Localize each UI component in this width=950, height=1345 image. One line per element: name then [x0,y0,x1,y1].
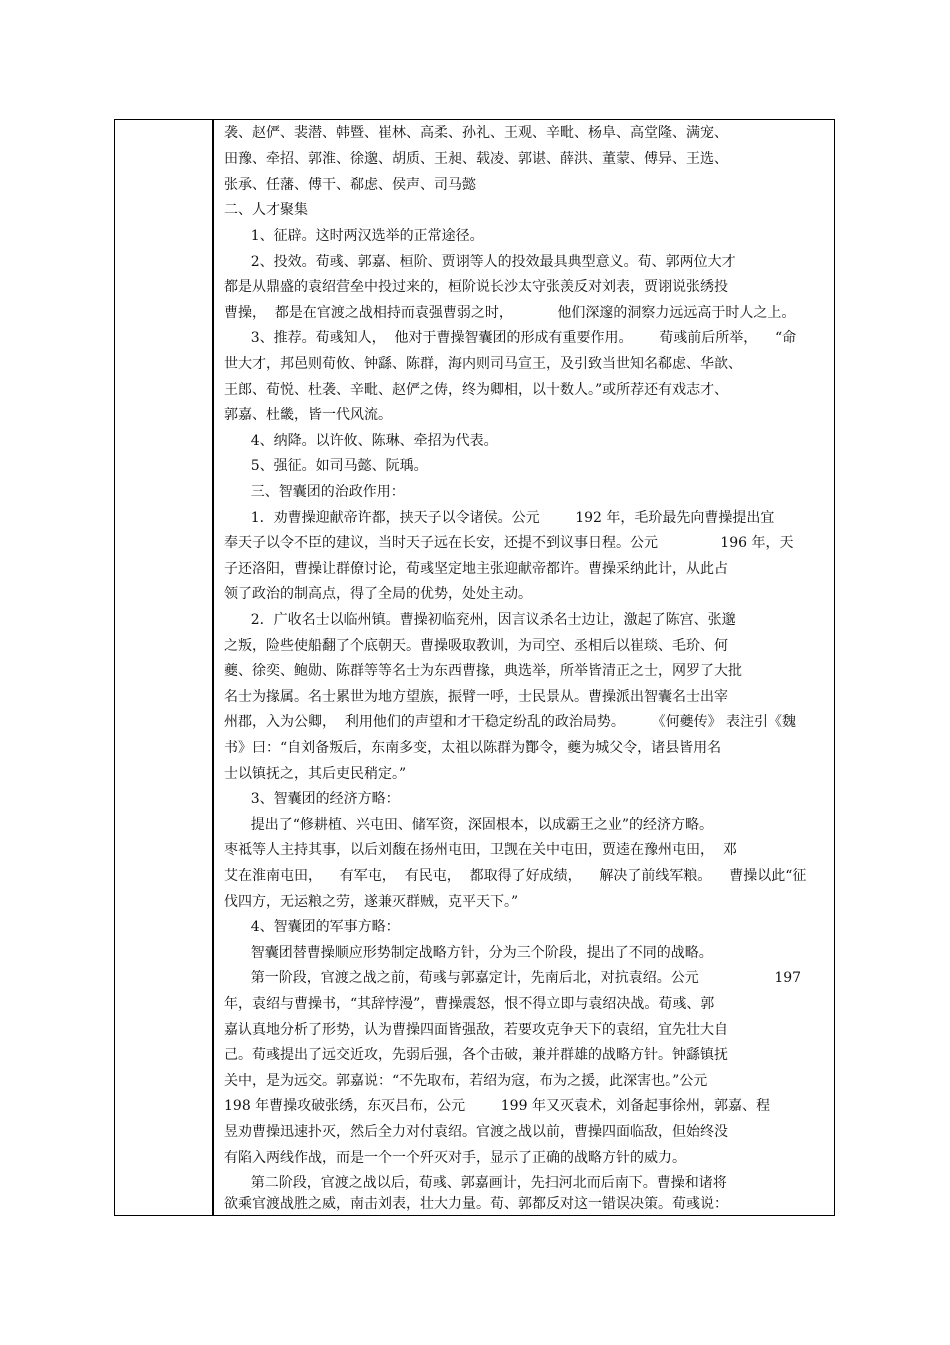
text-line: 年，袁绍与曹操书，“其辞悖漫”，曹操震怒，恨不得立即与袁绍决战。荀彧、郭 [224,996,715,1012]
text-line: 3、推荐。荀彧知人， 他对于曹操智囊团的形成有重要作用。 荀彧前后所举， “命 [224,330,797,346]
text-line: 第一阶段，官渡之战之前，荀彧与郭嘉定计，先南后北，对抗袁绍。公元 197 [224,970,802,986]
text-line: 州郡，入为公卿， 利用他们的声望和才干稳定纷乱的政治局势。 《何夔传》 表注引《魏 [224,714,797,730]
text-line: 艾在淮南屯田， 有军屯， 有民屯， 都取得了好成绩， 解决了前线军粮。 曹操以此“征 [224,868,807,884]
text-line: 提出了“修耕植、兴屯田、储军资，深固根本，以成霸王之业”的经济方略。 [224,817,714,833]
text-line: 张承、任藩、傅干、郗虑、侯声、司马懿 [224,177,476,193]
text-line: 都是从鼎盛的袁绍营垒中投过来的，桓阶说长沙太守张羡反对刘表，贾诩说张绣投 [224,279,728,295]
text-line: 1、征辟。这时两汉选举的正常途径。 [224,228,484,244]
document-table [114,119,835,1216]
section-heading: 4、智囊团的军事方略： [224,919,400,935]
text-line: 袭、赵俨、裴潜、韩暨、崔林、高柔、孙礼、王观、辛毗、杨阜、高堂隆、满宠、 [224,125,728,141]
text-line: 郭嘉、杜畿，皆一代风流。 [224,407,392,423]
text-line: 王郎、荀悦、杜袭、辛毗、赵俨之俦，终为卿相，以十数人。”或所荐还有戏志才、 [224,382,729,398]
text-line: 198 年曹操攻破张绣，东灭吕布，公元 199 年又灭袁术，刘备起事徐州，郭嘉、程 [224,1098,770,1114]
text-line: 智囊团替曹操顺应形势制定战略方针，分为三个阶段，提出了不同的战略。 [224,945,713,961]
text-line: 昱劝曹操迅速扑灭，然后全力对付袁绍。官渡之战以前，曹操四面临敌，但始终没 [224,1124,728,1140]
section-heading: 三、智囊团的治政作用： [224,484,405,500]
text-line: 之叛，险些使船翻了个底朝天。曹操吸取教训，为司空、丞相后以崔琰、毛玠、何 [224,638,728,654]
text-line: 书》曰：“自刘备叛后，东南多变，太祖以陈群为酇令，夔为城父令，诸县皆用名 [224,740,722,756]
text-line: 嘉认真地分析了形势，认为曹操四面皆强敌，若要攻克争天下的袁绍，宜先壮大自 [224,1022,728,1038]
text-line: 1．劝曹操迎献帝许都，挟天子以令诸侯。公元 192 年，毛玠最先向曹操提出宜 [224,510,775,526]
text-line: 己。荀彧提出了远交近攻，先弱后强，各个击破，兼并群雄的战略方针。钟繇镇抚 [224,1047,728,1063]
text-line: 奉天子以令不臣的建议，当时天子远在长安，还提不到议事日程。公元 196 年，天 [224,535,794,551]
section-heading: 3、智囊团的经济方略： [224,791,400,807]
text-line: 关中，是为远交。郭嘉说：“不先取布，若绍为寇，布为之援，此深害也。”公元 [224,1073,708,1089]
text-line: 枣祗等人主持其事，以后刘馥在扬州屯田，卫觊在关中屯田，贾逵在豫州屯田， 邓 [224,842,737,858]
text-line: 子还洛阳，曹操让群僚讨论，荀彧坚定地主张迎献帝都许。曹操采纳此计，从此占 [224,561,728,577]
text-line: 曹操， 都是在官渡之战相持而袁强曹弱之时， 他们深邃的洞察力远远高于时人之上。 [224,305,796,321]
text-line: 4、纳降。以许攸、陈琳、牵招为代表。 [224,433,498,449]
section-heading: 二、人才聚集 [224,202,308,218]
text-line: 田豫、牵招、郭淮、徐邈、胡质、王昶、载凌、郭谌、薛洪、董蒙、傅异、王选、 [224,151,728,167]
text-line: 世大才，邦邑则荀攸、钟繇、陈群，海内则司马宣王，及引致当世知名郗虑、华歆、 [224,356,742,372]
text-line: 领了政治的制高点，得了全局的优势，处处主动。 [224,586,532,602]
text-line: 5、强征。如司马懿、阮瑀。 [224,458,428,474]
text-line: 2、投效。荀彧、郭嘉、桓阶、贾诩等人的投效最具典型意义。荀、郭两位大才 [224,254,736,270]
text-line: 名士为掾属。名士累世为地方望族，振臂一呼，士民景从。曹操派出智囊名士出宰 [224,689,728,705]
text-line: 第二阶段，官渡之战以后，荀彧、郭嘉画计，先扫河北而后南下。曹操和诸将 [224,1175,727,1191]
text-line: 有陷入两线作战，而是一个一个歼灭对手，显示了正确的战略方针的威力。 [224,1150,686,1166]
text-line: 欲乘官渡战胜之威，南击刘表，壮大力量。荀、郭都反对这一错误决策。荀彧说： [224,1196,728,1212]
text-line: 士以镇抚之，其后吏民稍定。” [224,766,407,782]
text-line: 伐四方，无运粮之劳，遂兼灭群贼，克平天下。” [224,894,519,910]
text-line: 夔、徐奕、鲍勋、陈群等等名士为东西曹掾，典选举，所举皆清正之士，网罗了大批 [224,663,742,679]
left-empty-cell [115,120,214,1215]
text-line: 2．广收名士以临州镇。曹操初临兖州，因言议杀名士边让，激起了陈宫、张邈 [224,612,736,628]
